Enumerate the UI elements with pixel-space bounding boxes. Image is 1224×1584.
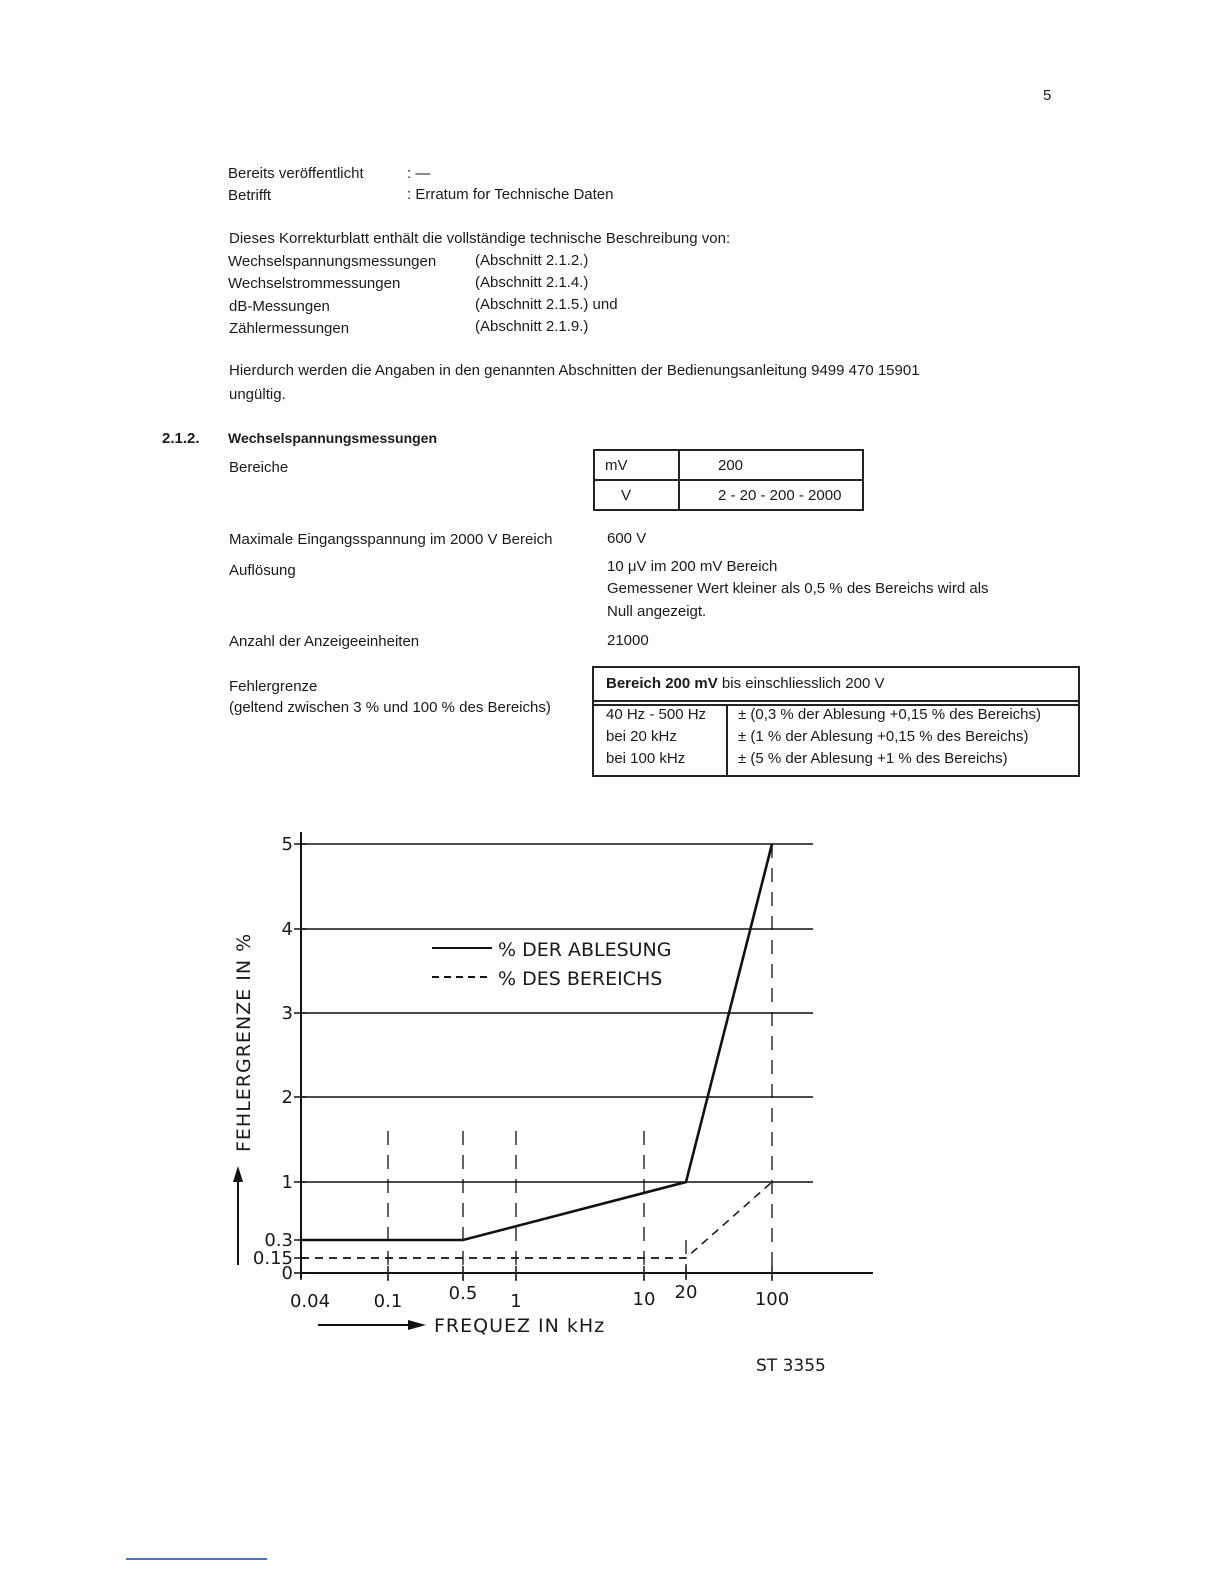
y-tick-label: 0	[281, 1263, 293, 1284]
intro-line: Dieses Korrekturblatt enthält die vollständige technische Beschreibung von:	[229, 230, 731, 247]
ranges-label: Bereiche	[229, 459, 289, 476]
resolution-line: Null angezeigt.	[607, 603, 707, 620]
max-input-label: Maximale Eingangsspannung im 2000 V Bereich	[229, 531, 553, 548]
section-number: 2.1.2.	[162, 430, 200, 447]
x-tick-label: 0.1	[373, 1291, 403, 1312]
y-tick-label: 3	[281, 1003, 293, 1024]
spec-line: ± (1 % der Ablesung +0,15 % des Bereichs)	[738, 728, 1029, 745]
subject-value: : Erratum for Technische Daten	[407, 186, 614, 203]
y-tick-label: 0.15	[252, 1248, 293, 1269]
validity-note-line2: ungültig.	[229, 386, 286, 403]
freq-line: bei 100 kHz	[606, 750, 686, 767]
intro-item-ref: (Abschnitt 2.1.9.)	[475, 318, 589, 335]
y-tick-label: 4	[281, 919, 293, 940]
y-axis-arrow-head	[233, 1166, 243, 1182]
published-value: : —	[407, 165, 431, 182]
spec-line: ± (5 % der Ablesung +1 % des Bereichs)	[738, 750, 1008, 767]
intro-item-name: Wechselstrommessungen	[228, 275, 401, 292]
bottom-rule	[126, 1558, 267, 1560]
y-tick-label: 0.3	[264, 1230, 293, 1251]
y-tick-label: 1	[281, 1172, 293, 1193]
resolution-line: Gemessener Wert kleiner als 0,5 % des Bereichs wird als	[607, 580, 989, 597]
x-tick-label: 0.04	[289, 1291, 331, 1312]
resolution-line: 10 μV im 200 mV Bereich	[607, 558, 778, 575]
validity-note-line1: Hierdurch werden die Angaben in den genannten Abschnitten der Bedienungsanleitung 9499 470 15901	[229, 362, 920, 379]
page-number: 5	[1043, 87, 1052, 104]
y-tick-label: 5	[281, 834, 293, 855]
published-label: Bereits veröffentlicht	[228, 165, 364, 182]
x-tick-label: 100	[754, 1289, 790, 1310]
error-sublabel: (geltend zwischen 3 % und 100 % des Bereichs)	[229, 699, 551, 716]
error-table-header-bold: Bereich 200 mV	[606, 675, 718, 692]
intro-item-ref: (Abschnitt 2.1.4.)	[475, 274, 589, 291]
series-line-reading	[301, 844, 772, 1240]
legend-entry: % DER ABLESUNG	[498, 939, 672, 961]
subject-label: Betrifft	[228, 187, 272, 204]
chart-marks	[301, 844, 772, 1258]
range-unit: mV	[594, 450, 679, 480]
error-label: Fehlergrenze	[229, 678, 318, 695]
chart-legend	[432, 939, 672, 990]
freq-line: 40 Hz - 500 Hz	[606, 706, 707, 723]
intro-item-ref: (Abschnitt 2.1.2.)	[475, 252, 589, 269]
intro-item-name: Wechselspannungsmessungen	[228, 253, 437, 270]
range-values: 200	[679, 450, 863, 480]
figure-id: ST 3355	[756, 1356, 826, 1376]
intro-item-name: dB-Messungen	[229, 298, 330, 315]
x-tick-label: 20	[674, 1282, 698, 1303]
range-unit: V	[594, 480, 679, 510]
x-axis-label: FREQUEZ IN kHz	[434, 1315, 606, 1337]
y-axis-label: FEHLERGRENZE IN %	[233, 932, 255, 1152]
error-table-header-rest: bis einschliesslich 200 V	[721, 675, 885, 692]
intro-item-ref: (Abschnitt 2.1.5.) und	[475, 296, 618, 313]
x-tick-label: 1	[510, 1291, 522, 1312]
x-tick-label: 0.5	[448, 1283, 478, 1304]
section-title: Wechselspannungsmessungen	[228, 430, 438, 446]
resolution-label: Auflösung	[229, 562, 296, 579]
display-units-label: Anzahl der Anzeigeeinheiten	[229, 633, 420, 650]
max-input-value: 600 V	[607, 530, 647, 547]
legend-entry: % DES BEREICHS	[498, 968, 663, 990]
intro-item-name: Zählermessungen	[229, 320, 350, 337]
x-axis-arrow-head	[408, 1320, 426, 1330]
x-tick-label: 10	[632, 1289, 656, 1310]
display-units-value: 21000	[607, 632, 649, 649]
range-values: 2 - 20 - 200 - 2000	[679, 480, 863, 510]
spec-line: ± (0,3 % der Ablesung +0,15 % des Bereichs)	[738, 706, 1041, 723]
freq-line: bei 20 kHz	[606, 728, 677, 745]
chart-grid	[301, 832, 873, 1281]
y-tick-label: 2	[281, 1087, 293, 1108]
